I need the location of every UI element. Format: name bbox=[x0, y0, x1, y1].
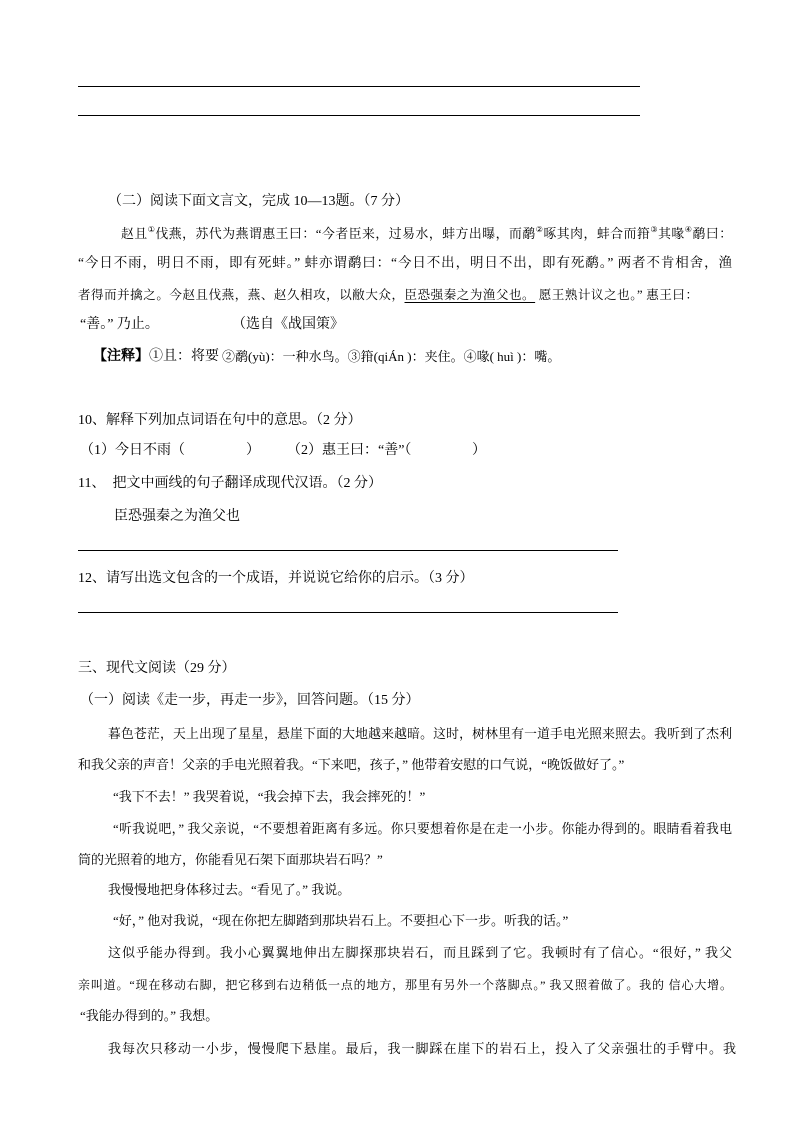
answer-line bbox=[78, 550, 618, 551]
footnote-marker: ② bbox=[535, 225, 544, 234]
answer-line bbox=[78, 115, 640, 116]
passage-text: 伐燕，苏代为燕谓惠王曰：“今者臣来，过易水，蚌方出曝，而鹬 bbox=[155, 227, 536, 241]
modern-passage-line: 暮色苍茫，天上出现了星星，悬崖下面的大地越来越暗。这时，树林里有一道手电光照来照去。我听到了杰利 bbox=[108, 727, 732, 741]
question-12-prompt: 12、请写出选文包含的一个成语，并说说它给你的启示。（3 分） bbox=[78, 571, 474, 586]
note-item: ①且：将要 bbox=[149, 349, 219, 364]
question-11-sentence: 臣恐强秦之为渔父也 bbox=[114, 509, 240, 524]
section-3-title: 三、现代文阅读（29 分） bbox=[78, 661, 236, 676]
passage-text: 其喙 bbox=[658, 227, 685, 241]
modern-reading-heading: （一）阅读《走一步，再走一步》，回答问题。（15 分） bbox=[80, 693, 420, 708]
underlined-sentence: 臣恐强秦之为渔父也。 bbox=[404, 288, 536, 302]
footnote-marker: ① bbox=[147, 225, 156, 234]
passage-text: 鹬曰： bbox=[692, 227, 733, 241]
question-10-item-2: （2）惠王曰：“善”（ bbox=[287, 443, 412, 458]
modern-passage-line: 亲叫道。“现在移动右脚，把它移到右边稍低一点的地方，那里有另外一个落脚点。” 我又照着做了。我的 信心大增。 bbox=[78, 978, 732, 992]
question-11-prompt: 11、 把文中画线的句子翻译成现代汉语。（2 分） bbox=[78, 476, 382, 491]
question-10-prompt: 10、解释下列加点词语在句中的意思。（2 分） bbox=[78, 413, 362, 428]
classical-passage-line bbox=[78, 287, 698, 303]
notes-line bbox=[93, 349, 219, 365]
footnote-marker: ③ bbox=[650, 225, 659, 234]
modern-passage-line: 我慢慢地把身体移过去。“看见了。” 我说。 bbox=[108, 882, 351, 897]
footnote-marker: ④ bbox=[684, 225, 693, 234]
question-10-item-1: （1）今日不雨（ bbox=[80, 443, 185, 458]
passage-text: 者得而并擒之。今赵且伐燕，燕、赵久相攻，以敝大众， bbox=[78, 288, 405, 302]
modern-passage-line: 和我父亲的声音！父亲的手电光照着我。“下来吧，孩子，” 他带着安慰的口气说，“晚饭做好了。” bbox=[78, 757, 625, 772]
passage-text: 愿王熟计议之也。” 惠王曰： bbox=[535, 288, 698, 302]
modern-passage-line: 这似乎能办得到。我小心翼翼地伸出左脚探那块岩石，而且踩到了它。我顿时有了信心。“很好，” 我父 bbox=[108, 945, 732, 960]
modern-passage-line: 筒的光照着的地方，你能看见石架下面那块岩石吗？” bbox=[78, 852, 383, 867]
modern-passage-line: “好，” 他对我说，“现在你把左脚踏到那块岩石上。不要担心下一步。听我的话。” bbox=[113, 913, 569, 928]
classical-section-heading: （二）阅读下面文言文，完成 10—13题。（7 分） bbox=[108, 194, 409, 209]
notes-label: 【注释】 bbox=[93, 349, 149, 364]
modern-passage-line: “听我说吧，” 我父亲说，“不要想着距离有多远。你只要想着你是在走一小步。你能办得到的。眼睛看着我电 bbox=[113, 822, 732, 836]
note-item: ②鹬(yù)：一种水鸟。③箝(qiÁn )：夹住。④喙( huì )：嘴。 bbox=[222, 349, 561, 364]
classical-passage-line bbox=[121, 226, 732, 242]
modern-passage-line: “我下不去！” 我哭着说，“我会掉下去，我会摔死的！” bbox=[113, 789, 426, 804]
modern-passage-line: “我能办得到的。” 我想。 bbox=[80, 1008, 219, 1023]
question-10-item-2-close: ） bbox=[472, 443, 486, 458]
modern-passage-line: 我每次只移动一小步，慢慢爬下悬崖。最后，我一脚踩在崖下的岩石上，投入了父亲强壮的手臂中。我 bbox=[108, 1041, 736, 1056]
passage-text: 啄其肉，蚌合而箝 bbox=[543, 227, 651, 241]
classical-passage-line: “今日不雨，明日不雨，即有死蚌。” 蚌亦谓鹬曰：“今日不出，明日不出，即有死鹬。” 两者不肯相舍，渔 bbox=[78, 255, 732, 270]
answer-line bbox=[78, 86, 640, 87]
question-10-item-1-close: ） bbox=[246, 443, 260, 458]
classical-passage-line: “善。” 乃止。 bbox=[80, 317, 159, 332]
passage-source: （选自《战国策》 bbox=[232, 317, 344, 332]
passage-text: 赵且 bbox=[121, 227, 148, 241]
answer-line bbox=[78, 612, 618, 613]
